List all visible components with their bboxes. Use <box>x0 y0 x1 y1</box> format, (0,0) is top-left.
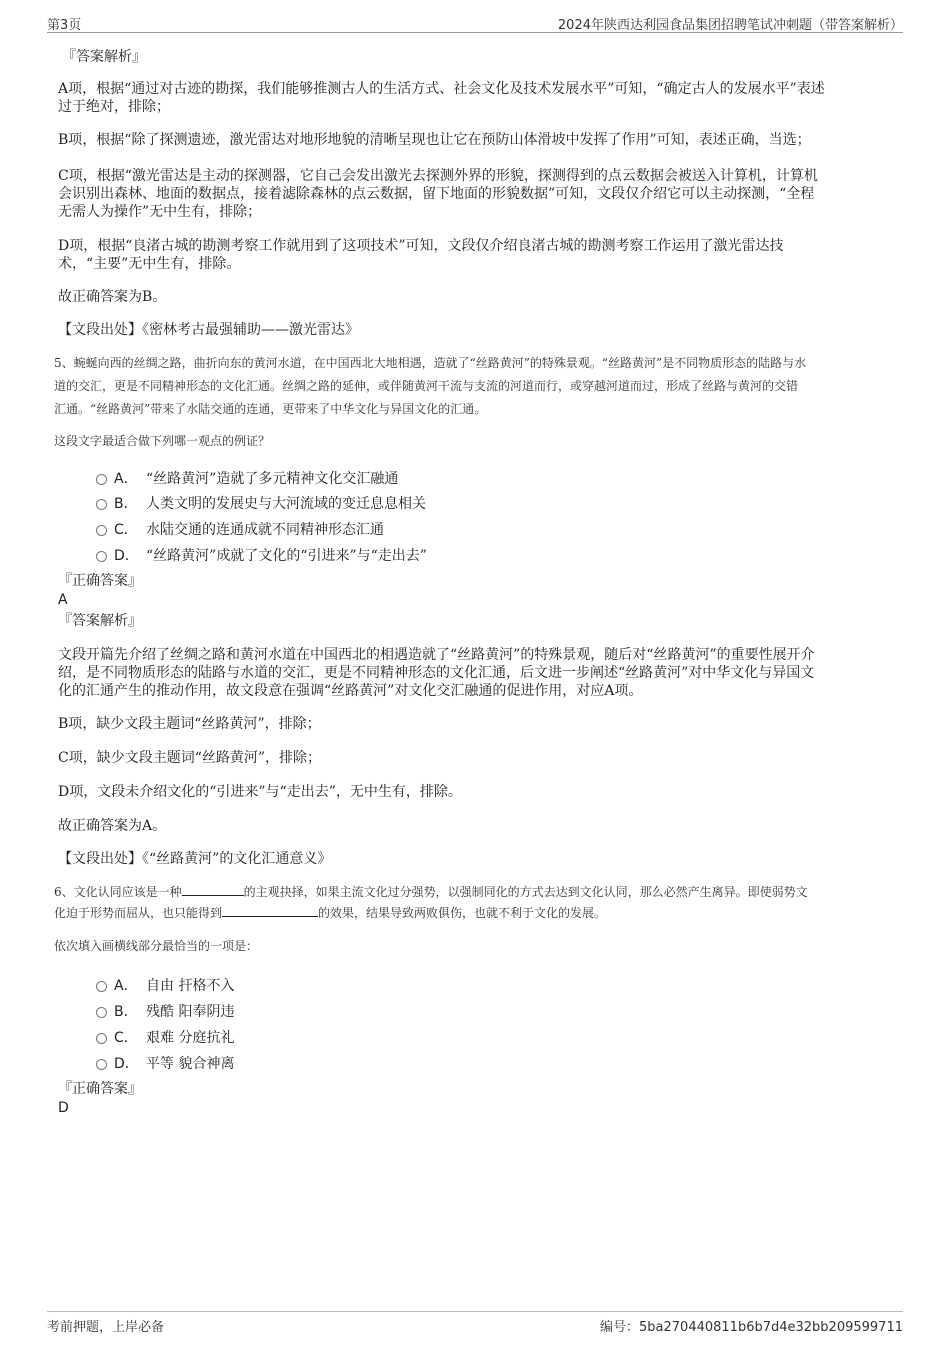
analysis-label: 『答案解析』 <box>62 49 146 65</box>
document-code: 编号：5ba270440811b6b7d4e32bb209599711 <box>600 1320 903 1335</box>
q5-analysis-c: C项，缺少文段主题词“丝路黄河”，排除； <box>58 750 322 766</box>
option-letter: B． <box>114 496 138 512</box>
q5-conclusion: 故正确答案为A。 <box>58 818 167 834</box>
q6-stem-line1 <box>54 881 808 904</box>
fill-blank-1 <box>182 881 244 896</box>
q4-analysis-c-line3: 无需人为操作”无中生有，排除； <box>58 204 262 220</box>
q6-answer: D <box>58 1100 69 1116</box>
q6-stem-part-c: 化迫于形势而屈从，也只能得到 <box>54 906 223 920</box>
q4-analysis-a-line2: 过于绝对，排除； <box>58 99 170 115</box>
q4-analysis-d-line2: 术，“主要”无中生有，排除。 <box>58 256 241 272</box>
q4-analysis-d-line1: D项，根据“良渚古城的勘测考察工作就用到了这项技术”可知，文段仅介绍良渚古城的勘测考察工作运用了激光雷达技 <box>58 238 784 254</box>
fill-blank-2 <box>222 902 318 917</box>
q4-conclusion: 故正确答案为B。 <box>58 289 167 305</box>
radio-icon[interactable] <box>96 1007 107 1018</box>
option-letter: D． <box>114 548 139 564</box>
radio-icon[interactable] <box>96 525 107 536</box>
option-letter: B． <box>114 1004 138 1020</box>
option-text: 水陆交通的连通成就不同精神形态汇通 <box>146 522 384 538</box>
option-text: 平等 貌合神离 <box>146 1056 235 1072</box>
option-text: 残酷 阳奉阴违 <box>146 1004 235 1020</box>
q6-stem-part-a: 6、文化认同应该是一种 <box>54 885 182 899</box>
q6-prompt: 依次填入画横线部分最恰当的一项是： <box>54 939 259 953</box>
q5-source: 【文段出处】《“丝路黄河”的文化汇通意义》 <box>58 851 332 867</box>
page-footer <box>47 1311 903 1336</box>
page-number: 第3页 <box>47 18 82 33</box>
q5-analysis-label: 『答案解析』 <box>58 613 142 629</box>
option-text: 人类文明的发展史与大河流域的变迁息息相关 <box>146 496 426 512</box>
page-header <box>47 14 903 33</box>
q5-answer: A <box>58 592 68 608</box>
q4-analysis-c-line1: C项，根据“激光雷达是主动的探测器，它自己会发出激光去探测外界的形貌，探测得到的点云数据会被送入计算机，计算机 <box>58 168 818 184</box>
radio-icon[interactable] <box>96 474 107 485</box>
q6-answer-label: 『正确答案』 <box>58 1081 142 1097</box>
q4-analysis-c-line2: 会识别出森林、地面的数据点，接着滤除森林的点云数据，留下地面的形貌数据”可知，文段仅介绍它可以主动探测，“全程 <box>58 186 815 202</box>
q6-stem-part-b: 的主观抉择，如果主流文化过分强势，以强制同化的方式去达到文化认同，那么必然产生离异。即使弱势文 <box>243 885 808 899</box>
q5-stem-line1: 5、蜿蜒向西的丝绸之路，曲折向东的黄河水道，在中国西北大地相遇，造就了“丝路黄河”的特殊景观。“丝路黄河”是不同物质形态的陆路与水 <box>54 356 807 370</box>
q5-stem-line2: 道的交汇，更是不同精神形态的文化汇通。丝绸之路的延伸，或伴随黄河干流与支流的河道而行，或穿越河道而过，形成了丝路与黄河的交错 <box>54 379 799 393</box>
q4-source: 【文段出处】《密林考古最强辅助——激光雷达》 <box>58 322 359 338</box>
option-text: 艰难 分庭抗礼 <box>146 1030 235 1046</box>
q5-analysis-line1: 文段开篇先介绍了丝绸之路和黄河水道在中国西北的相遇造就了“丝路黄河”的特殊景观，随后对“丝路黄河”的重要性展开介 <box>58 647 815 663</box>
q6-stem-part-d: 的效果，结果导致两败俱伤，也就不利于文化的发展。 <box>318 906 607 920</box>
option-letter: A． <box>114 471 138 487</box>
q5-analysis-line3: 化的汇通产生的推动作用，故文段意在强调“丝路黄河”对文化交汇融通的促进作用，对应A项。 <box>58 683 643 699</box>
option-letter: C． <box>114 1030 138 1046</box>
document-title: 2024年陕西达利园食品集团招聘笔试冲刺题（带答案解析） <box>557 18 903 33</box>
q5-stem-line3: 汇通。“丝路黄河”带来了水陆交通的连通，更带来了中华文化与异国文化的汇通。 <box>54 402 487 416</box>
radio-icon[interactable] <box>96 1059 107 1070</box>
radio-icon[interactable] <box>96 981 107 992</box>
q5-prompt: 这段文字最适合做下列哪一观点的例证？ <box>54 434 271 448</box>
q6-stem-line2 <box>54 902 606 925</box>
q5-analysis-b: B项，缺少文段主题词“丝路黄河”，排除； <box>58 716 321 732</box>
option-letter: A． <box>114 978 138 994</box>
option-text: “丝路黄河”成就了文化的“引进来”与“走出去” <box>146 548 427 564</box>
option-text: 自由 扞格不入 <box>146 978 235 994</box>
q4-analysis-a-line1: A项，根据“通过对古迹的勘探，我们能够推测古人的生活方式、社会文化及技术发展水平”可知，“确定古人的发展水平”表述 <box>58 81 825 97</box>
q5-answer-label: 『正确答案』 <box>58 573 142 589</box>
q5-analysis-line2: 绍，是不同物质形态的陆路与水道的交汇，更是不同精神形态的文化汇通，后文进一步阐述“丝路黄河”对中华文化与异国文 <box>58 665 815 681</box>
radio-icon[interactable] <box>96 499 107 510</box>
option-letter: C． <box>114 522 138 538</box>
q4-analysis-b: B项，根据“除了探测遗迹，激光雷达对地形地貌的清晰呈现也让它在预防山体滑坡中发挥了作用”可知，表述正确，当选； <box>58 132 811 148</box>
option-text: “丝路黄河”造就了多元精神文化交汇融通 <box>146 471 399 487</box>
q5-analysis-d: D项，文段未介绍文化的“引进来”与“走出去”，无中生有，排除。 <box>58 784 462 800</box>
footer-slogan: 考前押题，上岸必备 <box>47 1320 165 1335</box>
option-letter: D． <box>114 1056 139 1072</box>
radio-icon[interactable] <box>96 551 107 562</box>
radio-icon[interactable] <box>96 1033 107 1044</box>
